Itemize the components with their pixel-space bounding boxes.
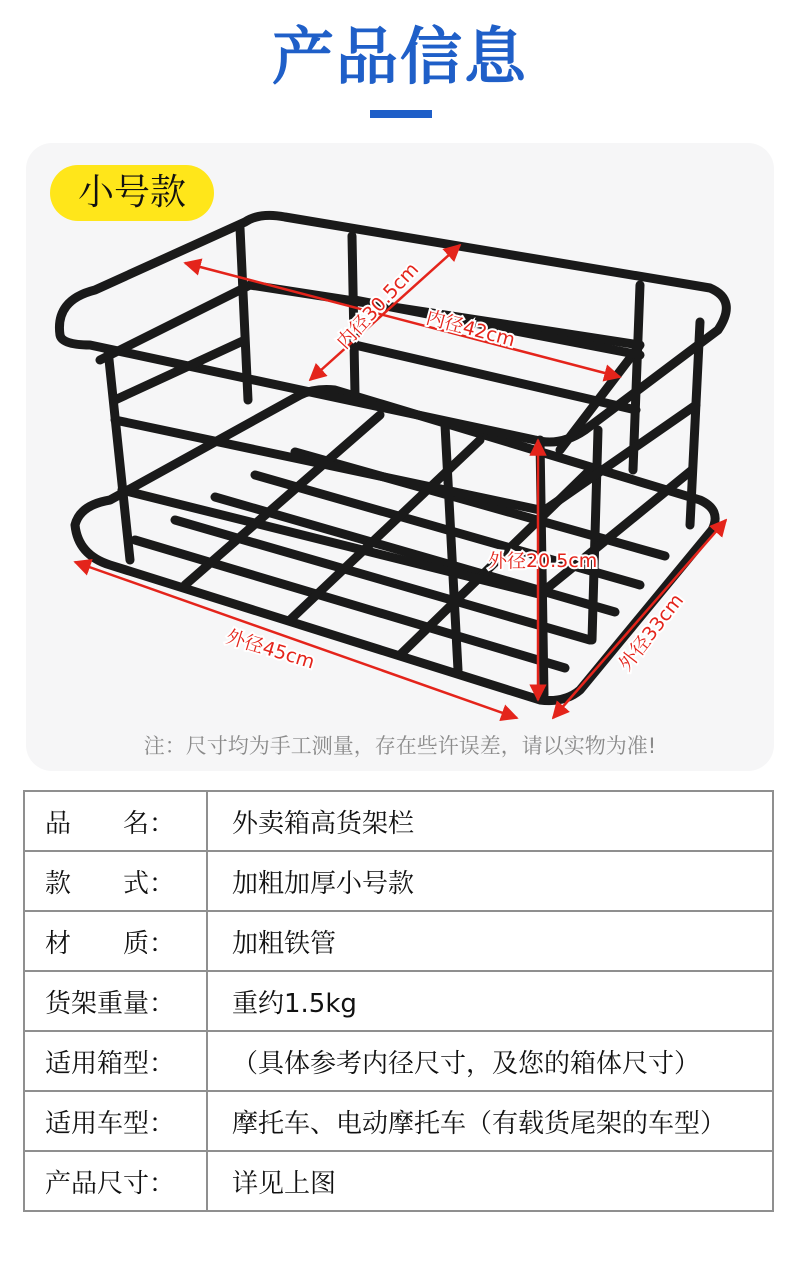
table-row bbox=[24, 791, 773, 851]
spec-value: 外卖箱高货架栏 bbox=[207, 791, 773, 851]
label-inner-width: 内径30.5cm bbox=[332, 258, 424, 354]
spec-value: 重约1.5kg bbox=[207, 971, 773, 1031]
spec-label: 款 式： bbox=[24, 851, 207, 911]
label-outer-height: 外径20.5cm bbox=[488, 550, 598, 572]
label-outer-length: 外径45cm bbox=[223, 625, 318, 674]
size-badge: 小号款 bbox=[50, 165, 214, 221]
spec-label: 货架重量： bbox=[24, 971, 207, 1031]
spec-value: 摩托车、电动摩托车（有载货尾架的车型） bbox=[207, 1091, 773, 1151]
spec-value: 加粗加厚小号款 bbox=[207, 851, 773, 911]
table-row bbox=[24, 1031, 773, 1091]
table-row bbox=[24, 911, 773, 971]
spec-value: 详见上图 bbox=[207, 1151, 773, 1211]
spec-label: 适用车型： bbox=[24, 1091, 207, 1151]
spec-label: 材 质： bbox=[24, 911, 207, 971]
spec-label: 适用箱型： bbox=[24, 1031, 207, 1091]
measurement-note: 注：尺寸均为手工测量，存在些许误差，请以实物为准! bbox=[143, 734, 657, 758]
spec-table bbox=[23, 790, 774, 1212]
label-outer-width: 外径33cm bbox=[614, 589, 689, 676]
table-row bbox=[24, 1151, 773, 1211]
spec-value: （具体参考内径尺寸，及您的箱体尺寸） bbox=[207, 1031, 773, 1091]
spec-value: 加粗铁管 bbox=[207, 911, 773, 971]
table-row bbox=[24, 971, 773, 1031]
spec-label: 品 名： bbox=[24, 791, 207, 851]
spec-label: 产品尺寸： bbox=[24, 1151, 207, 1211]
table-row bbox=[24, 851, 773, 911]
label-inner-length: 内径42cm bbox=[423, 306, 518, 352]
page-title: 产品信息 bbox=[271, 20, 528, 93]
table-row bbox=[24, 1091, 773, 1151]
